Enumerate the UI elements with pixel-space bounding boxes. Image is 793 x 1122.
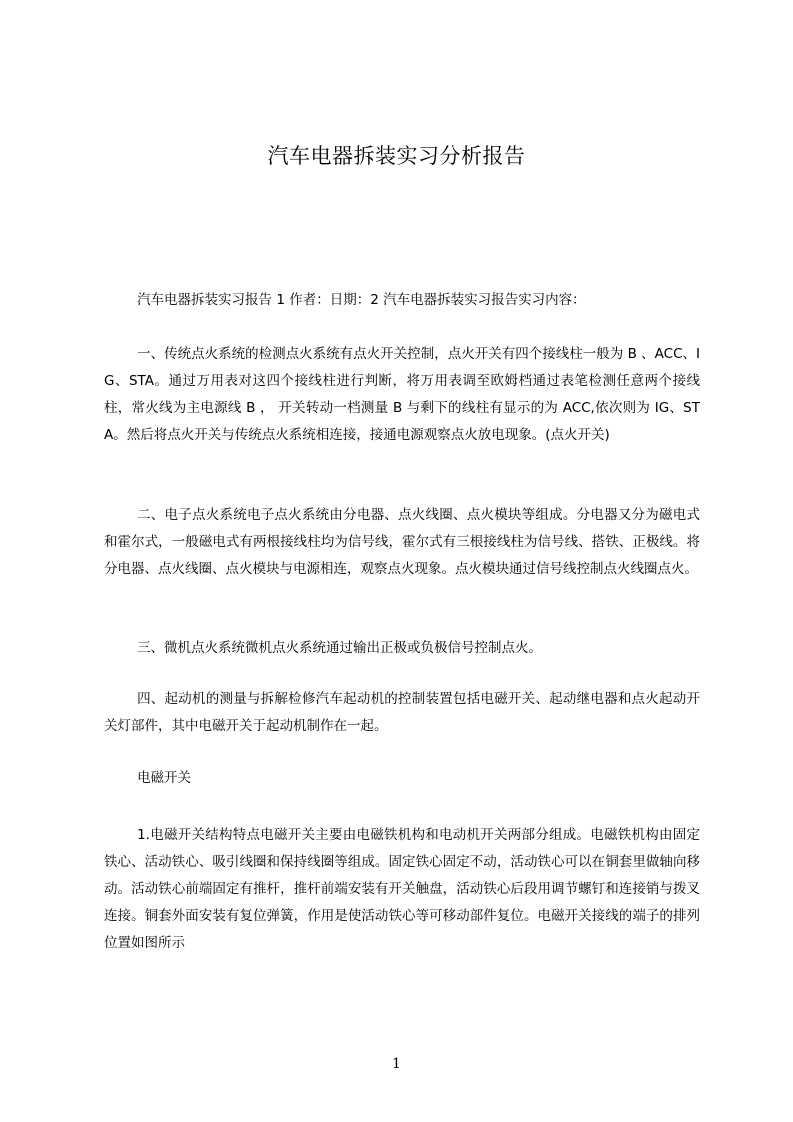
paragraph-microcomputer-ignition: 三、微机点火系统微机点火系统通过输出正极或负极信号控制点火。 (137, 640, 543, 656)
page-number: 1 (392, 1056, 401, 1072)
paragraph-starter-inspection: 四、起动机的测量与拆解检修汽车起动机的控制装置包括电磁开关、起动继电器和点火起动开关灯部件，其中电磁开关于起动机制作在一起。 (104, 691, 700, 734)
document-title: 汽车电器拆装实习分析报告 (267, 144, 526, 168)
paragraph-electronic-ignition: 二、电子点火系统电子点火系统由分电器、点火线圈、点火模块等组成。分电器又分为磁电式和霍尔式，一般磁电式有两根接线柱均为信号线，霍尔式有三根接线柱为信号线、搭铁、正极线。将分电器、点火线圈、点火模块与电源相连，观察点火现象。点火模块通过信号线控制点火线圈点火。 (104, 507, 700, 577)
intro-paragraph: 汽车电器拆装实习报告 1 作者：日期：2 汽车电器拆装实习报告实习内容： (137, 292, 586, 308)
section-subheading: 电磁开关 (137, 770, 192, 786)
paragraph-traditional-ignition: 一、传统点火系统的检测点火系统有点火开关控制，点火开关有四个接线柱一般为 B 、ACC、IG、STA。通过万用表对这四个接线柱进行判断，将万用表调至欧姆档通过表笔检测任意两个接线柱，常火线为主电源线 B ， 开关转动一档测量 B 与剩下的线柱有显示的为 ACC,依次则为 IG、STA。然后将点火开关与传统点火系统相连接，接通电源观察点火放电现象。(点火开关) (104, 346, 700, 443)
paragraph-solenoid-switch: 1.电磁开关结构特点电磁开关主要由电磁铁机构和电动机开关两部分组成。电磁铁机构由固定铁心、活动铁心、吸引线圈和保持线圈等组成。固定铁心固定不动，活动铁心可以在铜套里做轴向移动。活动铁心前端固定有推杆，推杆前端安装有开关触盘，活动铁心后段用调节螺钉和连接销与拨叉连接。铜套外面安装有复位弹簧，作用是使活动铁心等可移动部件复位。电磁开关接线的端子的排列位置如图所示 (104, 827, 700, 951)
